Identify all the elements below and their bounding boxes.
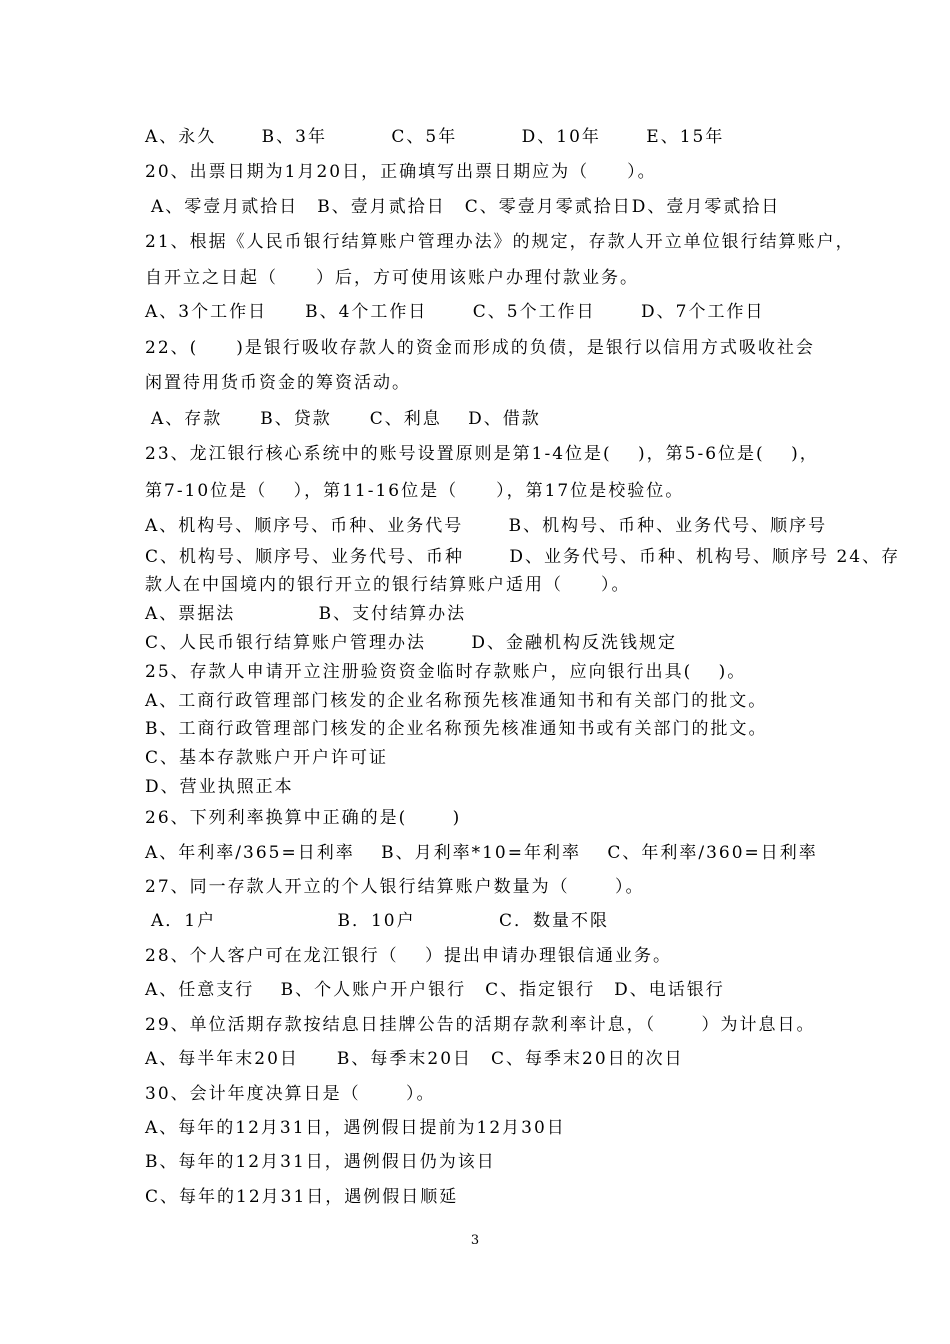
answer-options-24-ab: A、票据法 B、支付结算办法 bbox=[145, 604, 467, 624]
answer-option-30-a: A、每年的12月31日，遇例假日提前为12月30日 bbox=[145, 1118, 566, 1138]
answer-options-21: A、3个工作日 B、4个工作日 C、5个工作日 D、7个工作日 bbox=[145, 302, 765, 322]
question-20: 20、出票日期为1月20日，正确填写出票日期应为（ ）。 bbox=[145, 162, 657, 182]
question-28: 28、个人客户可在龙江银行（ ）提出申请办理银信通业务。 bbox=[145, 946, 673, 966]
answer-options-24-cd: C、人民币银行结算账户管理办法 D、金融机构反洗钱规定 bbox=[145, 633, 678, 653]
question-24: 款人在中国境内的银行开立的银行结算账户适用（ ）。 bbox=[145, 575, 631, 595]
answer-option-30-b: B、每年的12月31日，遇例假日仍为该日 bbox=[145, 1152, 496, 1172]
question-30: 30、会计年度决算日是（ ）。 bbox=[145, 1084, 436, 1104]
answer-option-25-a: A、工商行政管理部门核发的企业名称预先核准通知书和有关部门的批文。 bbox=[145, 691, 768, 711]
question-25: 25、存款人申请开立注册验资资金临时存款账户，应向银行出具( )。 bbox=[145, 662, 747, 682]
question-23-line-2: 第7-10位是（ ），第11-16位是（ ），第17位是校验位。 bbox=[145, 481, 685, 501]
question-27: 27、同一存款人开立的个人银行结算账户数量为（ ）。 bbox=[145, 877, 645, 897]
question-21-line-2: 自开立之日起（ ）后，方可使用该账户办理付款业务。 bbox=[145, 268, 639, 288]
answer-options-27: A．1户 B．10户 C．数量不限 bbox=[151, 911, 610, 931]
question-29: 29、单位活期存款按结息日挂牌公告的活期存款利率计息，（ ）为计息日。 bbox=[145, 1015, 816, 1035]
answer-options-28: A、任意支行 B、个人账户开户银行 C、指定银行 D、电话银行 bbox=[145, 980, 725, 1000]
answer-option-25-c: C、基本存款账户开户许可证 bbox=[145, 748, 389, 768]
answer-options-23-cd: C、机构号、顺序号、业务代号、币种 D、业务代号、币种、机构号、顺序号 24、存 bbox=[145, 547, 901, 567]
answer-option-30-c: C、每年的12月31日，遇例假日顺延 bbox=[145, 1187, 459, 1207]
answer-options-26: A、年利率/365=日利率 B、月利率*10=年利率 C、年利率/360=日利率 bbox=[145, 843, 818, 863]
answer-options-19: A、永久 B、3年 C、5年 D、10年 E、15年 bbox=[145, 127, 725, 147]
answer-options-22: A、存款 B、贷款 C、利息 D、借款 bbox=[151, 409, 541, 429]
question-22-line-1: 22、( )是银行吸收存款人的资金而形成的负债，是银行以信用方式吸收社会 bbox=[145, 338, 815, 358]
question-26: 26、下列利率换算中正确的是( ) bbox=[145, 808, 462, 828]
answer-option-25-d: D、营业执照正本 bbox=[145, 777, 294, 797]
question-21-line-1: 21、根据《人民币银行结算账户管理办法》的规定，存款人开立单位银行结算账户， bbox=[145, 232, 855, 252]
answer-options-23-ab: A、机构号、顺序号、币种、业务代号 B、机构号、币种、业务代号、顺序号 bbox=[145, 516, 828, 536]
page-number: 3 bbox=[470, 1233, 480, 1248]
answer-options-20: A、零壹月贰拾日 B、壹月贰拾日 C、零壹月零贰拾日D、壹月零贰拾日 bbox=[151, 197, 781, 217]
question-23-line-1: 23、龙江银行核心系统中的账号设置原则是第1-4位是( )，第5-6位是( )， bbox=[145, 444, 819, 464]
answer-option-25-b: B、工商行政管理部门核发的企业名称预先核准通知书或有关部门的批文。 bbox=[145, 719, 768, 739]
answer-options-29: A、每半年末20日 B、每季末20日 C、每季末20日的次日 bbox=[145, 1049, 684, 1069]
question-22-line-2: 闲置待用货币资金的筹资活动。 bbox=[145, 373, 411, 393]
